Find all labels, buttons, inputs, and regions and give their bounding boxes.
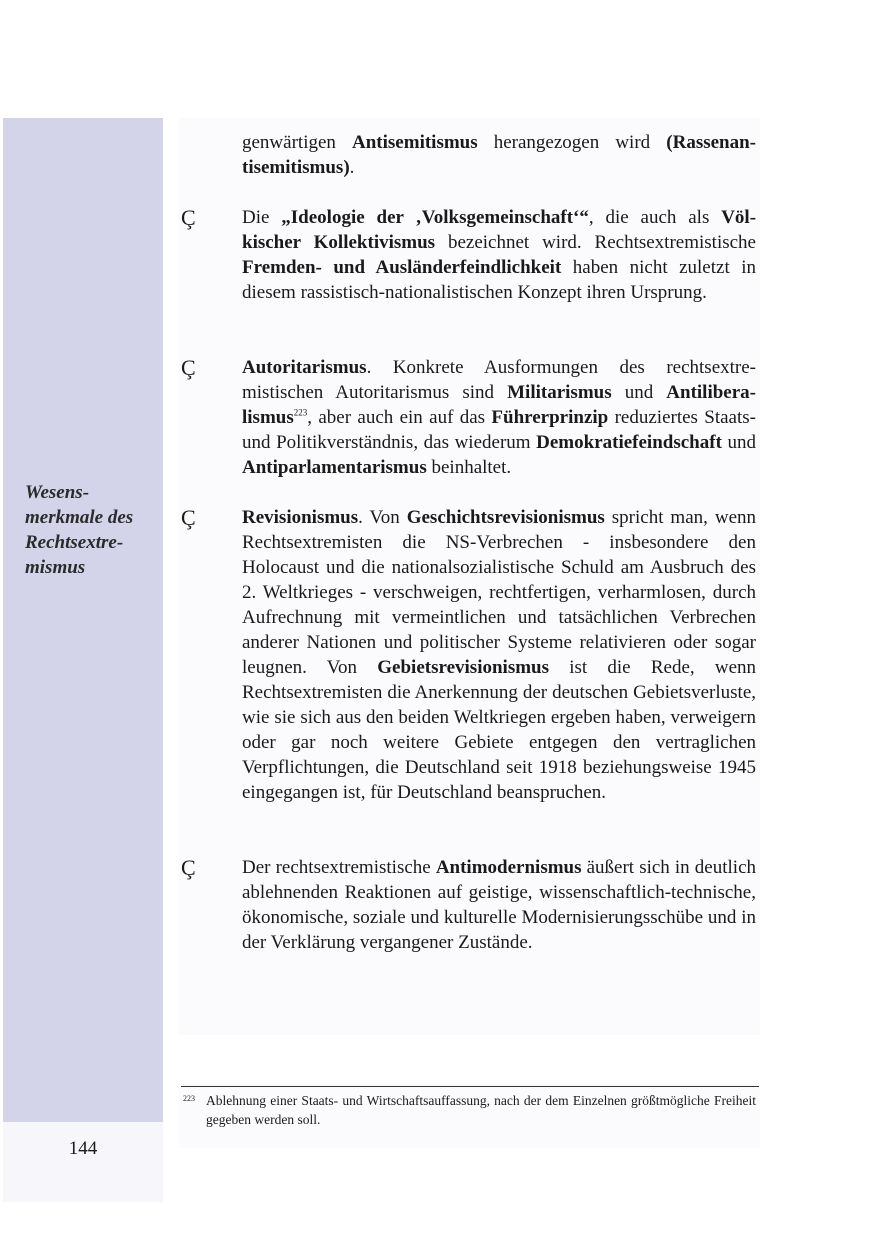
footnote-number: 223 (183, 1094, 195, 1103)
footnote-reference[interactable]: 223 (293, 407, 308, 418)
margin-note-line: Wesens- (25, 482, 90, 503)
bullet-icon: Ç (181, 355, 196, 380)
margin-note-line: mismus (25, 557, 86, 578)
page-number: 144 (68, 1138, 98, 1159)
footnote-divider (181, 1086, 759, 1087)
continuation-paragraph: genwärtigen Antisemitismus herangezogen wird (Rassenantisemitismus). (242, 132, 756, 178)
footnote-text: Ablehnung einer Staats- und Wirtschaftsauffassung, nach der dem Einzelnen größtmögliche Freiheit gegeben werden soll. (206, 1093, 756, 1127)
list-item-antimodernismus: Der rechtsextremistische Antimodernismus äußert sich in deutlich ablehnenden Reaktionen auf geistige, wissenschaftlich-technische, ökonomische, soziale und kulturelle Modernisierungsschübe und in der Verklärung vergangener Zustände. (242, 857, 756, 953)
bullet-icon: Ç (181, 855, 196, 880)
list-item-autoritarismus: Autoritarismus. Konkrete Ausformungen des rechtsextremistischen Autoritarismus sind Militarismus und Antiliberalismus$^{223}$, aber auch ein auf das Führerprinzip reduziertes Staats- und Politikverständnis, das wiederum Demokratiefeindschaft und Antiparlamentarismus beinhaltet. (242, 357, 756, 478)
bullet-icon: Ç (181, 205, 196, 230)
margin-sidebar (3, 118, 163, 1122)
page-number-area (3, 1122, 163, 1202)
margin-note (25, 480, 155, 580)
list-item-revisionismus: Revisionismus. Von Geschichtsrevisionismus spricht man, wenn Rechtsextremisten die NS-Verbrechen - insbesondere den Holocaust und die nationalsozialistische Schuld am Ausbruch des 2. Weltkrieges - verschweigen, rechtfertigen, verharmlosen, durch Aufrechnung mit vermeintlichen und tatsächlichen Verbrechen anderer Nationen und politischer Systeme relativieren oder sogar leugnen. Von Gebietsrevisionismus ist die Rede, wenn Rechtsextremisten die Anerkennung der deutschen Gebietsverluste, wie sie sich aus den beiden Weltkriegen ergeben haben, verweigern oder gar noch weitere Gebiete entgegen den vertraglichen Verpflichtungen, die Deutschland seit 1918 beziehungsweise 1945 eingegangen ist, für Deutschland beanspruchen. (242, 507, 757, 803)
margin-note-line: Rechtsextre- (25, 532, 124, 553)
margin-note-line: merkmale des (25, 507, 134, 528)
list-item-volksgemeinschaft: Die „Ideologie der ‚Volksgemeinschaft‘“, die auch als Völkischer Kollektivismus bezeichnet wird. Rechtsextremistische Fremden- und Ausländerfeindlichkeit haben nicht zuletzt in diesem rassistisch-nationalistischen Konzept ihren Ursprung. (242, 207, 757, 303)
bullet-icon: Ç (181, 505, 196, 530)
